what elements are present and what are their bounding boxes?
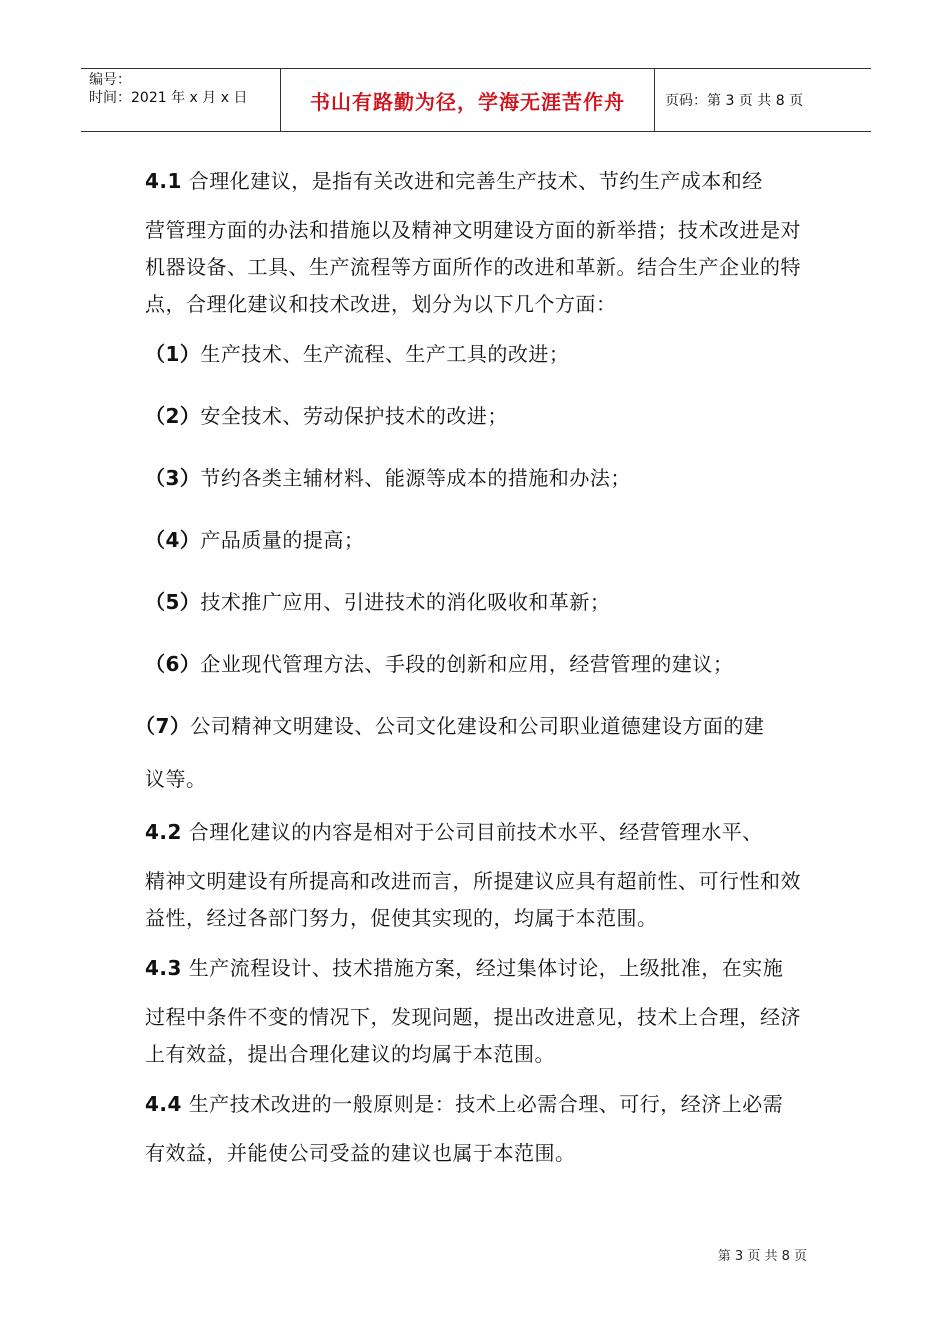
paragraph-4-4: 4.4 生产技术改进的一般原则是：技术上必需合理、可行，经济上必需 有效益，并能使公司受益的建议也属于本范围。 <box>145 1092 784 1165</box>
document-body <box>135 150 810 1172</box>
list-item-2: （2）安全技术、劳动保护技术的改进； <box>145 404 508 428</box>
section-number: 4.1 <box>145 169 182 193</box>
header-motto: 书山有路勤为径，学海无涯苦作舟 <box>281 69 655 131</box>
list-item-6: （6）企业现代管理方法、手段的创新和应用，经营管理的建议； <box>145 652 734 676</box>
list-item-7: （7）公司精神文明建设、公司文化建设和公司职业道德建设方面的建 <box>135 714 765 738</box>
list-item-5: （5）技术推广应用、引进技术的消化吸收和革新； <box>145 590 611 614</box>
list-item-4: （4）产品质量的提高； <box>145 528 365 552</box>
paragraph-4-2: 4.2 合理化建议的内容是相对于公司目前技术水平、经营管理水平、 精神文明建设有所提高和改进而言，所提建议应具有超前性、可行性和效益性，经过各部门努力，促使其实现的，均属于本范围。 <box>145 820 801 930</box>
list-item-1: （1）生产技术、生产流程、生产工具的改进； <box>145 342 570 366</box>
document-number: 编号： <box>89 72 131 88</box>
document-date: 时间：2021 年 x 月 x 日 <box>89 90 248 106</box>
header-page-number: 页码：第 3 页 共 8 页 <box>665 93 804 109</box>
section-number: 4.3 <box>145 956 182 980</box>
section-number: 4.2 <box>145 820 182 844</box>
list-item-3: （3）节约各类主辅材料、能源等成本的措施和办法； <box>145 466 631 490</box>
paragraph-4-3: 4.3 生产流程设计、技术措施方案，经过集体讨论，上级批准，在实施 过程中条件不变的情况下，发现问题，提出改进意见，技术上合理，经济上有效益，提出合理化建议的均属于本范围。 <box>145 956 801 1066</box>
page-footer: 第 3 页 共 8 页 <box>717 1249 807 1264</box>
section-number: 4.4 <box>145 1092 182 1116</box>
list-item-7-continued: 议等。 <box>145 767 207 791</box>
header-meta <box>81 69 281 131</box>
page-header <box>81 68 871 132</box>
paragraph-4-1: 4.1 合理化建议，是指有关改进和完善生产技术、节约生产成本和经 营管理方面的办法和措施以及精神文明建设方面的新举措；技术改进是对机器设备、工具、生产流程等方面所作的改进和革新。结合生产企业的特点，合理化建议和技术改进，划分为以下几个方面： <box>145 169 801 316</box>
